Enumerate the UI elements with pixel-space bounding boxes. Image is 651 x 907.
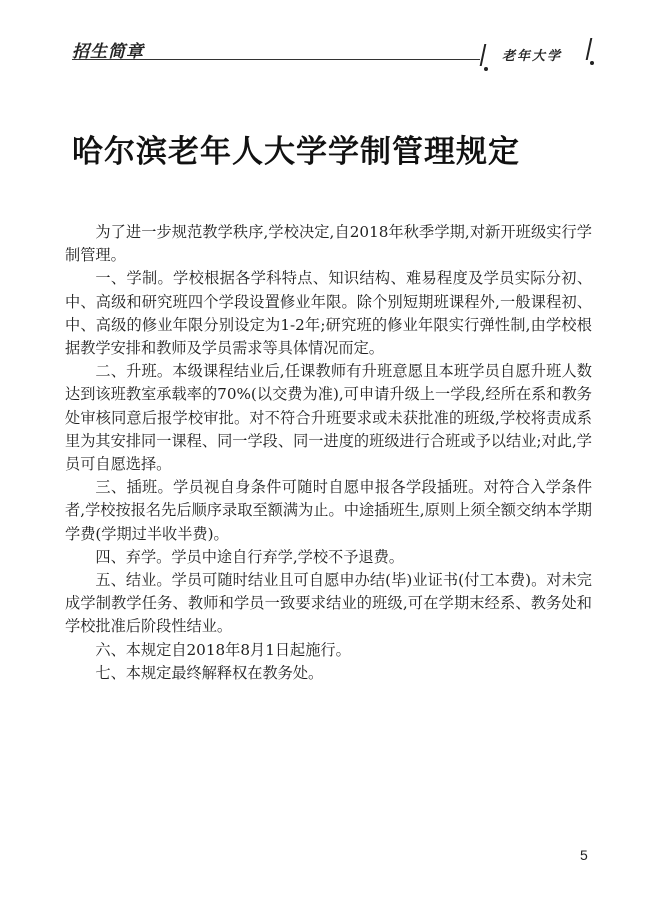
paragraph-effective-date: 六、本规定自2018年8月1日起施行。 [95,640,351,659]
header-accent-bar [586,38,593,60]
paragraph-schooling-system: 一、学制。学校根据各学科特点、知识结构、难易程度及学员实际分初、中、高级和研究班四个学段设置修业年限。除个别短期班课程外,一般课程初、中、高级的修业年限分别设定为1-2年;研究班的修业年限实行弹性制,由学校根据教学安排和教师及学员需求等具体情况而定。 [65,269,592,358]
page-number: 5 [580,847,588,863]
header-accent-dot [590,61,594,65]
paragraph-interpretation: 七、本规定最终解释权在教务处。 [95,663,324,682]
article-body [65,221,592,685]
header-rule [72,59,480,60]
paragraph-promotion: 二、升班。本级课程结业后,任课教师有升班意愿且本班学员自愿升班人数达到该班教室承载率的70%(以交费为准),可申请升级上一学段,经所在系和教务处审核同意后报学校审批。对不符合升班要求或未获批准的班级,学校将责成系里为其安排同一课程、同一学段、同一进度的班级进行合班或予以结业;对此,学员可自愿选择。 [65,362,592,474]
header-accent-bar [480,44,487,66]
paragraph-intro: 为了进一步规范教学秩序,学校决定,自2018年秋季学期,对新开班级实行学制管理。 [65,223,592,265]
section-label: 招生简章 [72,42,144,62]
page-title: 哈尔滨老年人大学学制管理规定 [72,134,520,170]
header-accent-dot [484,67,488,71]
paragraph-dropout: 四、弃学。学员中途自行弃学,学校不予退费。 [95,547,404,566]
publication-label: 老年大学 [502,49,563,64]
paragraph-transfer-in: 三、插班。学员视自身条件可随时自愿申报各学段插班。对符合入学条件者,学校按报名先后顺序录取至额满为止。中途插班生,原则上须全额交纳本学期学费(学期过半收半费)。 [65,478,592,543]
paragraph-graduation: 五、结业。学员可随时结业且可自愿申办结(毕)业证书(付工本费)。对未完成学制教学任务、教师和学员一致要求结业的班级,可在学期末经系、教务处和学校批准后阶段性结业。 [65,571,592,636]
